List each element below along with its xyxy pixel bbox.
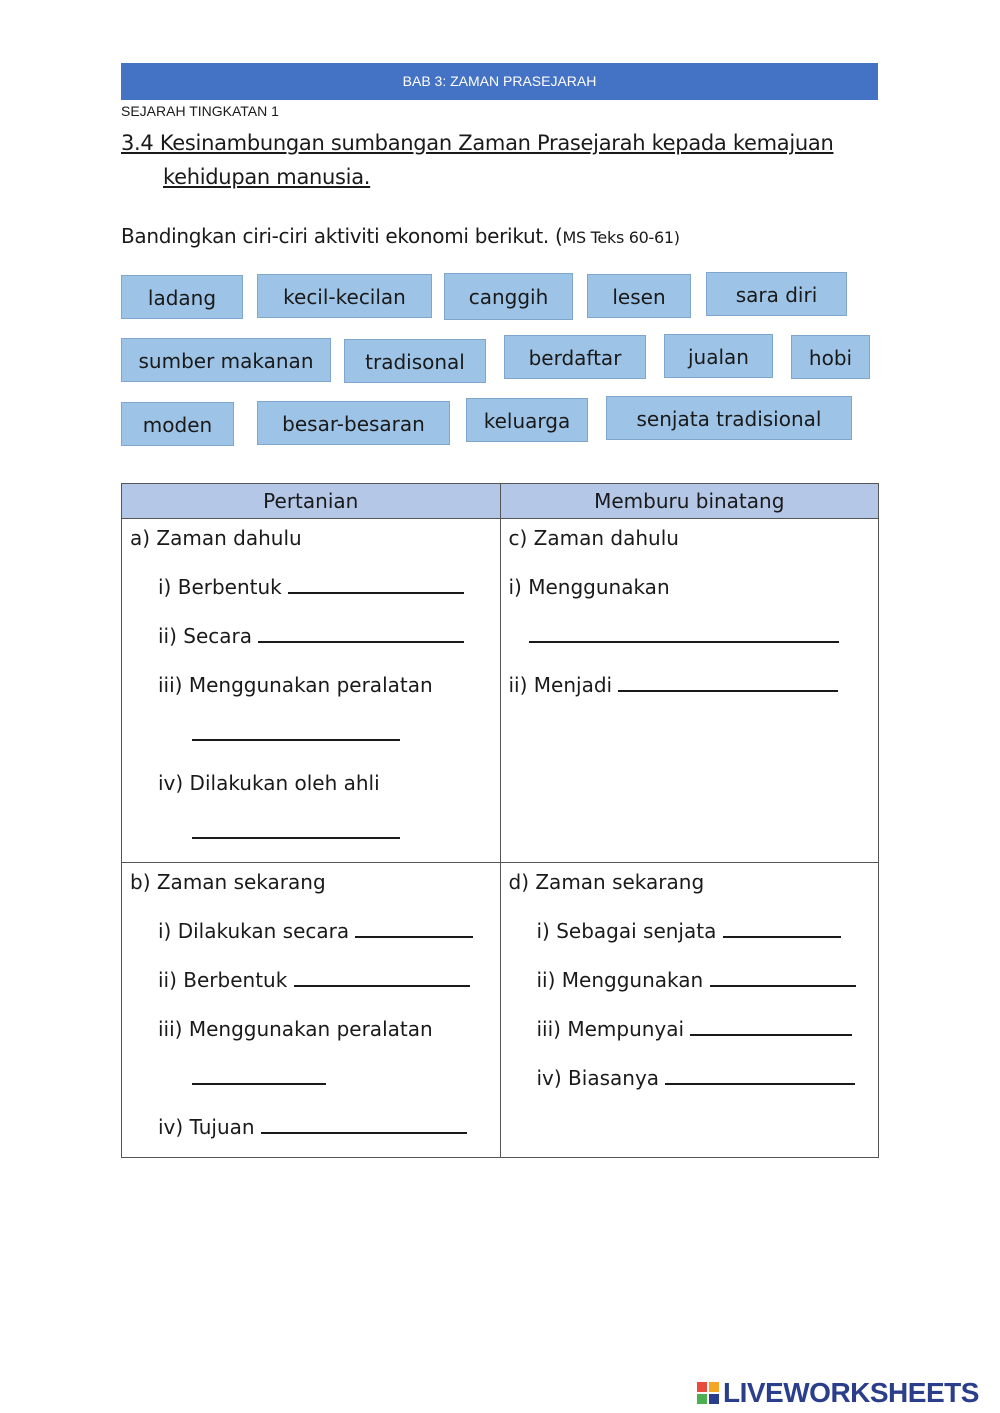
word-chip[interactable]: sumber makanan xyxy=(121,338,331,382)
answer-blank[interactable] xyxy=(288,570,464,594)
answer-blank[interactable] xyxy=(723,914,841,938)
answer-blank[interactable] xyxy=(192,717,400,741)
item-label: i) Dilakukan secara xyxy=(158,919,350,943)
page-title xyxy=(121,126,881,194)
item-label: i) Menggunakan xyxy=(508,575,670,599)
answer-blank[interactable] xyxy=(258,619,464,643)
answer-blank[interactable] xyxy=(192,1061,326,1085)
item-label: iii) Menggunakan peralatan xyxy=(158,1017,433,1041)
subject-label: SEJARAH TINGKATAN 1 xyxy=(121,103,279,119)
column-header-memburu: Memburu binatang xyxy=(500,484,879,519)
item-label: i) Sebagai senjata xyxy=(536,919,717,943)
word-chip[interactable]: ladang xyxy=(121,275,243,319)
word-chip[interactable]: senjata tradisional xyxy=(606,396,852,440)
title-line-2: kehidupan manusia. xyxy=(163,165,371,189)
word-chip[interactable]: hobi xyxy=(791,335,870,379)
cell-a xyxy=(122,519,501,863)
cell-b xyxy=(122,863,501,1158)
item-label: ii) Secara xyxy=(158,624,253,648)
word-chip[interactable]: kecil-kecilan xyxy=(257,274,432,318)
answer-blank[interactable] xyxy=(529,619,839,643)
item-label: ii) Menggunakan xyxy=(536,968,704,992)
word-chip[interactable]: jualan xyxy=(664,334,773,378)
section-heading: a) Zaman dahulu xyxy=(130,526,302,550)
answer-blank[interactable] xyxy=(355,914,473,938)
item-label: iii) Mempunyai xyxy=(536,1017,685,1041)
logo-text: LIVEWORKSHEETS xyxy=(723,1377,979,1408)
answer-blank[interactable] xyxy=(665,1061,855,1085)
word-chip[interactable]: berdaftar xyxy=(504,335,646,379)
answer-blank[interactable] xyxy=(261,1110,467,1134)
instruction xyxy=(121,224,680,248)
logo-mark-icon xyxy=(697,1382,719,1404)
section-heading: b) Zaman sekarang xyxy=(130,870,326,894)
item-label: iii) Menggunakan peralatan xyxy=(158,673,433,697)
word-chip[interactable]: sara diri xyxy=(706,272,847,316)
word-chip[interactable]: moden xyxy=(121,402,234,446)
answer-blank[interactable] xyxy=(192,815,400,839)
answer-blank[interactable] xyxy=(294,963,470,987)
word-chip[interactable]: tradisonal xyxy=(344,339,486,383)
textbook-ref: MS Teks 60-61) xyxy=(562,228,680,247)
comparison-table xyxy=(121,483,879,1158)
word-chip[interactable]: besar-besaran xyxy=(257,401,450,445)
answer-blank[interactable] xyxy=(710,963,856,987)
item-label: iv) Biasanya xyxy=(536,1066,660,1090)
word-chip[interactable]: keluarga xyxy=(466,398,588,442)
title-line-1: 3.4 Kesinambungan sumbangan Zaman Prasejarah kepada kemajuan xyxy=(121,131,834,155)
section-heading: c) Zaman dahulu xyxy=(508,526,679,550)
item-label: iv) Tujuan xyxy=(158,1115,255,1139)
word-chip[interactable]: canggih xyxy=(444,273,573,320)
item-label: i) Berbentuk xyxy=(158,575,282,599)
answer-blank[interactable] xyxy=(690,1012,852,1036)
item-label: iv) Dilakukan oleh ahli xyxy=(158,771,380,795)
cell-d xyxy=(500,863,879,1158)
answer-blank[interactable] xyxy=(618,668,838,692)
chapter-banner: BAB 3: ZAMAN PRASEJARAH xyxy=(121,63,878,100)
word-chip[interactable]: lesen xyxy=(587,274,691,318)
column-header-pertanian: Pertanian xyxy=(122,484,501,519)
instruction-text: Bandingkan ciri-ciri aktiviti ekonomi berikut. ( xyxy=(121,224,563,248)
item-label: ii) Berbentuk xyxy=(158,968,288,992)
section-heading: d) Zaman sekarang xyxy=(508,870,705,894)
liveworksheets-logo xyxy=(697,1376,979,1410)
item-label: ii) Menjadi xyxy=(508,673,613,697)
cell-c xyxy=(500,519,879,863)
